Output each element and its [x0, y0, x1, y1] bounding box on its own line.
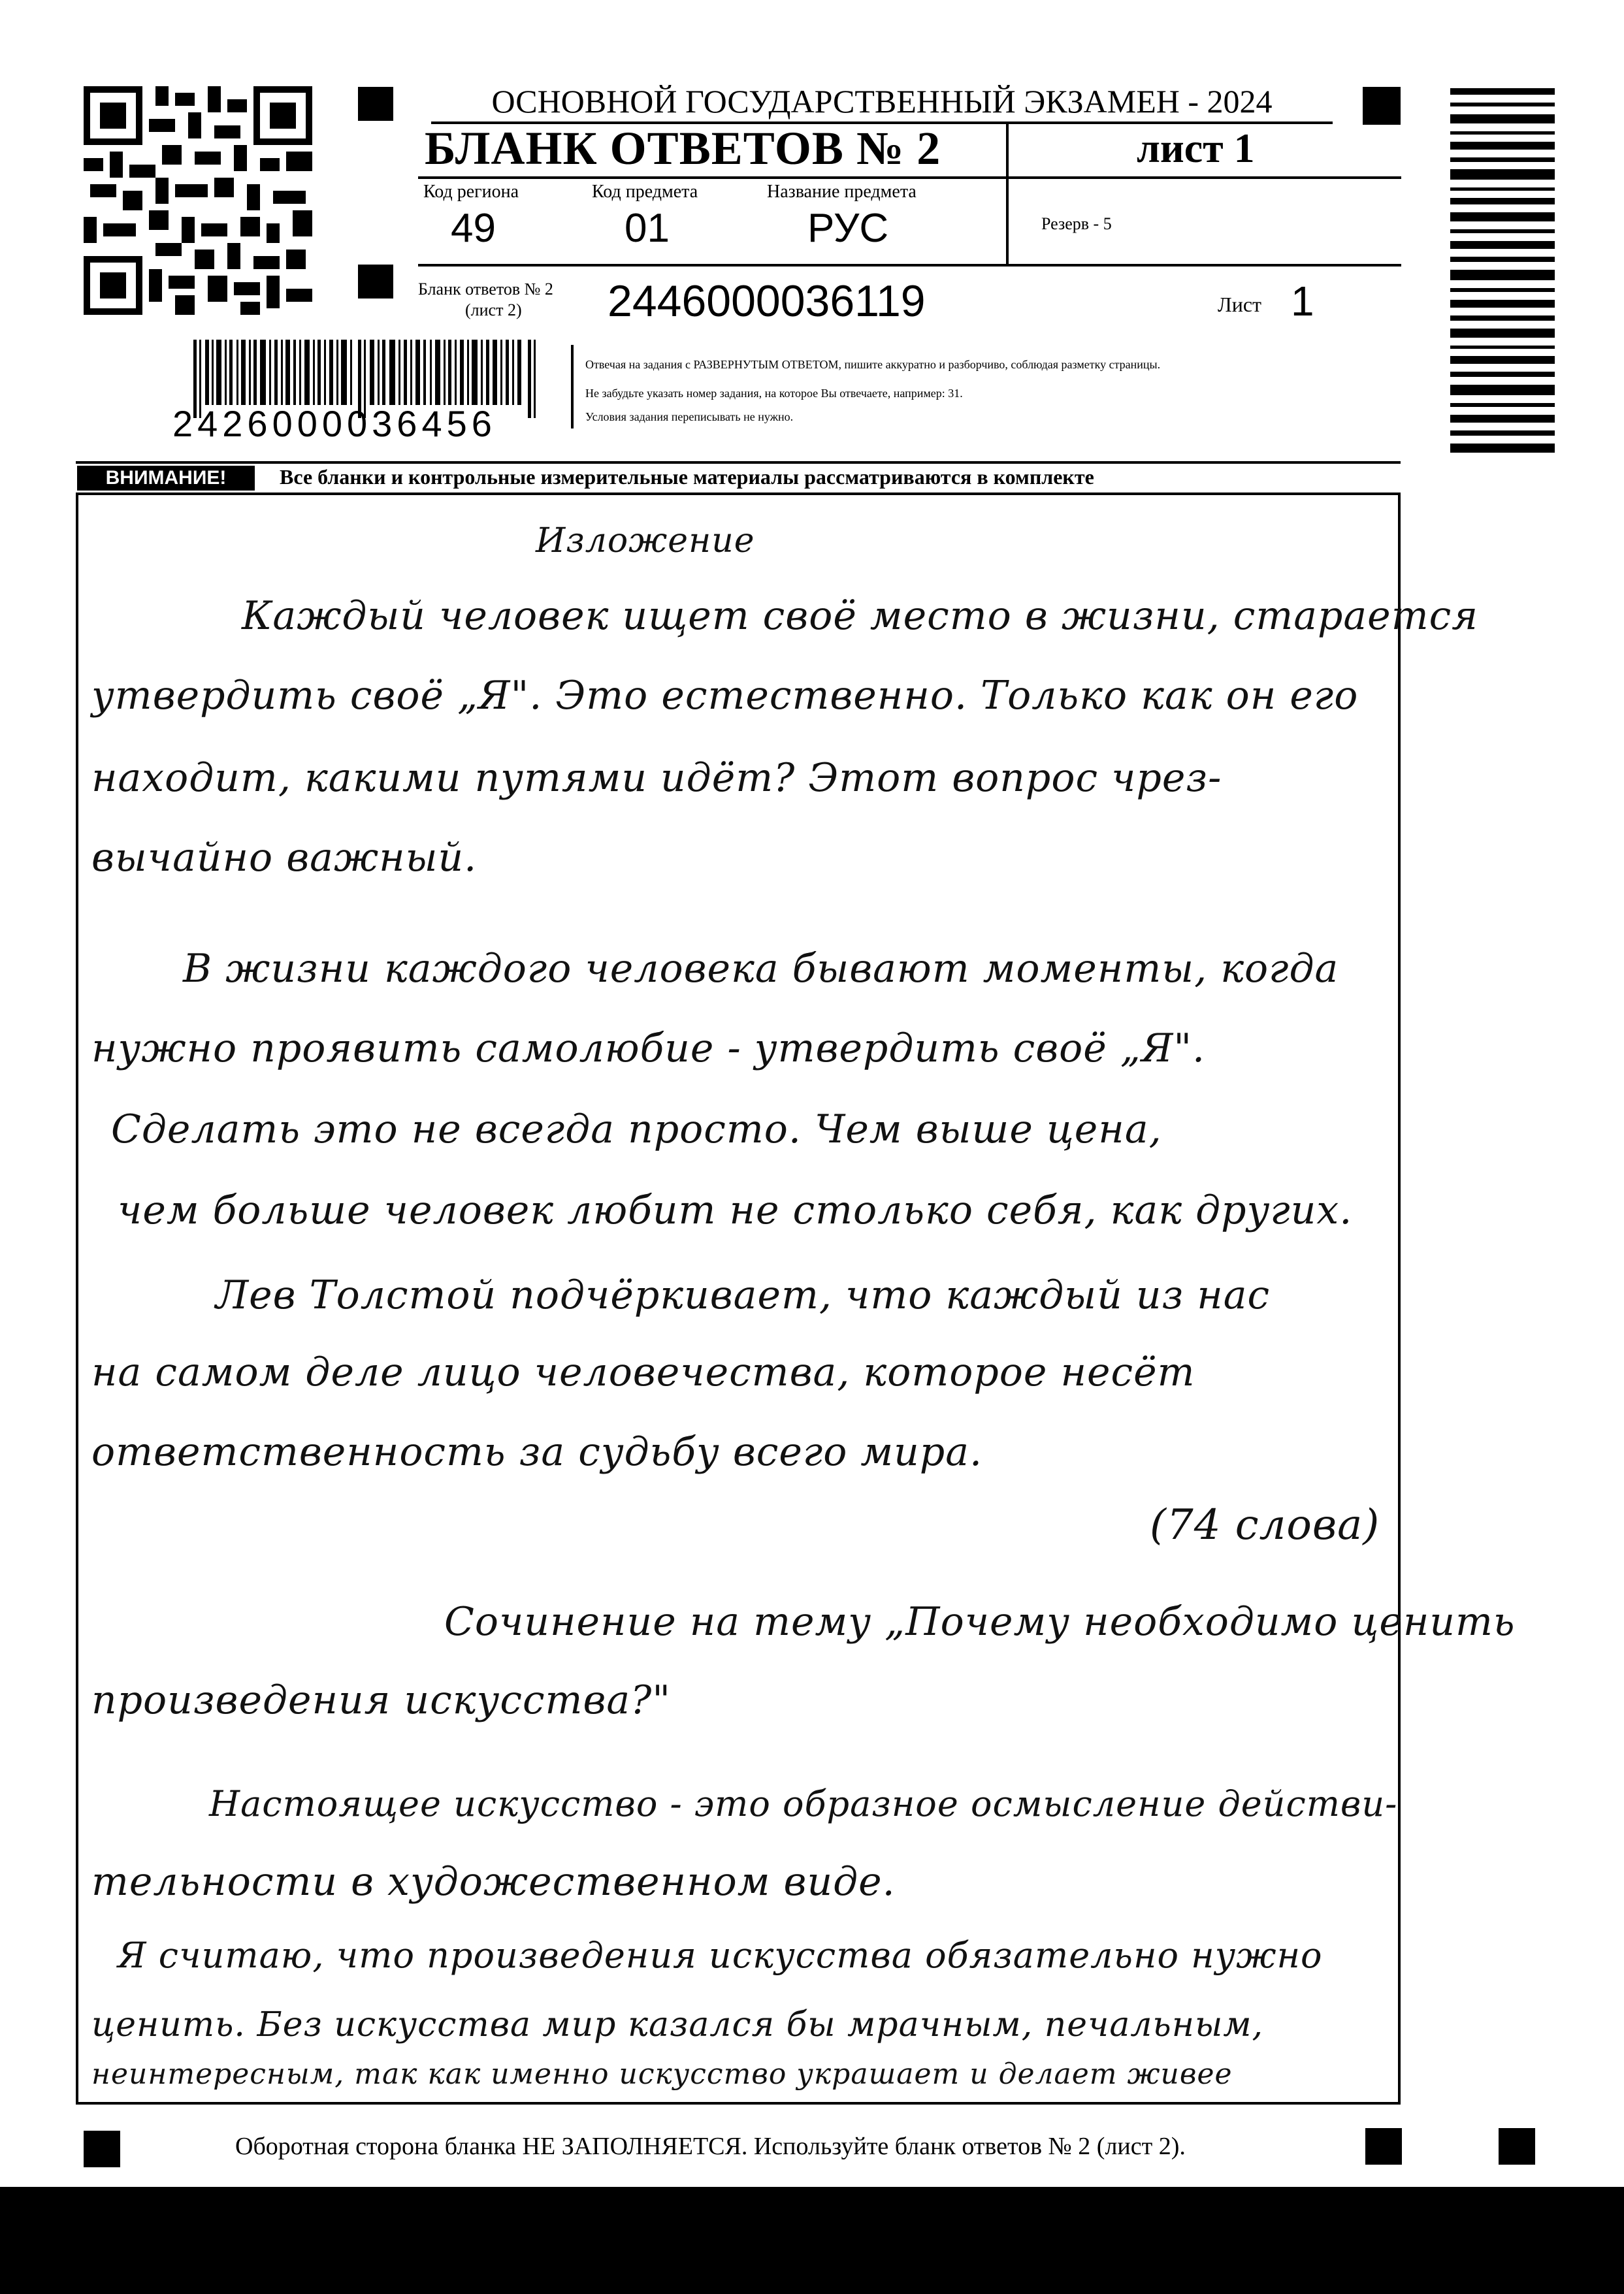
subject-name-label: Название предмета [767, 182, 917, 202]
answer-heading: Изложение [536, 521, 755, 560]
marker-square-top-left [358, 87, 393, 121]
answer-line-18: ценить. Без искусства мир казался бы мрачным, печальным, [91, 2005, 1263, 2044]
form2-number: 2446000036119 [608, 276, 926, 326]
answer-line-5: В жизни каждого человека бывают моменты, когда [183, 946, 1339, 992]
subject-code-label: Код предмета [592, 182, 698, 202]
instruction-line-3: Условия задания переписывать не нужно. [585, 410, 794, 423]
answer-line-17: Я считаю, что произведения искусства обязательно нужно [118, 1935, 1323, 1976]
answer-line-3: находит, какими путями идёт? Этот вопрос чрез- [91, 755, 1222, 801]
subject-name-value: РУС [807, 206, 889, 251]
answer-line-14: произведения искусства?" [91, 1677, 671, 1723]
answer-line-10: на самом деле лицо человечества, которое несёт [91, 1349, 1195, 1395]
region-label: Код региона [423, 182, 519, 202]
side-barcode [1450, 88, 1555, 454]
marker-square-bottom-left [84, 2131, 120, 2167]
scan-border [0, 2187, 1624, 2294]
list-value: 1 [1291, 278, 1314, 325]
region-value: 49 [451, 206, 496, 251]
answer-line-6: нужно проявить самолюбие - утвердить своё „Я". [91, 1026, 1206, 1071]
answer-line-7: Сделать это не всегда просто. Чем выше цена, [111, 1107, 1162, 1152]
warning-badge: ВНИМАНИЕ! [77, 466, 255, 491]
marker-square-mid-left [358, 265, 393, 299]
answer-box [76, 493, 1516, 2105]
exam-title: ОСНОВНОЙ ГОСУДАРСТВЕННЫЙ ЭКЗАМЕН - 2024 [431, 81, 1333, 124]
answer-line-2: утвердить своё „Я". Это естественно. Только как он его [91, 673, 1359, 719]
list-label: Лист [1218, 293, 1262, 316]
sheet-title: лист 1 [1137, 125, 1255, 171]
instructions-bracket [571, 345, 574, 428]
answer-line-13: Сочинение на тему „Почему необходимо ценить [444, 1599, 1516, 1645]
barcode-number: 2426000036456 [172, 403, 496, 444]
marker-square-top-right [1363, 87, 1401, 125]
form-title: БЛАНК ОТВЕТОВ № 2 [425, 122, 941, 174]
form2-label-line2: (лист 2) [465, 300, 522, 319]
answer-line-12: (74 слова) [1150, 1501, 1380, 1549]
answer-line-15: Настоящее искусство - это образное осмысление действи- [209, 1783, 1398, 1824]
header-table [418, 124, 1401, 268]
answer-line-9: Лев Толстой подчёркивает, что каждый из нас [216, 1272, 1271, 1318]
instruction-line-1: Отвечая на задания с РАЗВЕРНУТЫМ ОТВЕТОМ, пишите аккуратно и разборчиво, соблюдая разметку страницы. [585, 358, 1161, 371]
footer-text: Оборотная сторона бланка НЕ ЗАПОЛНЯЕТСЯ. Используйте бланк ответов № 2 (лист 2). [235, 2133, 1186, 2160]
subject-code-value: 01 [625, 206, 670, 251]
answer-line-4: вычайно важный. [91, 835, 478, 880]
answer-line-11: ответственность за судьбу всего мира. [91, 1429, 983, 1475]
marker-square-bottom-mid [1365, 2128, 1402, 2165]
instruction-line-2: Не забудьте указать номер задания, на которое Вы отвечаете, например: 31. [585, 387, 963, 400]
top-rule [76, 461, 1401, 464]
reserve-label: Резерв - 5 [1041, 214, 1112, 233]
answer-line-8: чем больше человек любит не столько себя, как других. [118, 1187, 1353, 1233]
answer-line-1: Каждый человек ищет своё место в жизни, старается [242, 593, 1478, 639]
marker-square-bottom-right [1499, 2128, 1535, 2165]
warning-text: Все бланки и контрольные измерительные материалы рассматриваются в комплекте [280, 465, 1094, 489]
answer-line-16: тельности в художественном виде. [91, 1859, 896, 1905]
form2-label-line1: Бланк ответов № 2 [418, 280, 553, 299]
answer-line-19: неинтересным, так как именно искусство украшает и делает живее [91, 2058, 1233, 2091]
qr-code [84, 86, 312, 315]
